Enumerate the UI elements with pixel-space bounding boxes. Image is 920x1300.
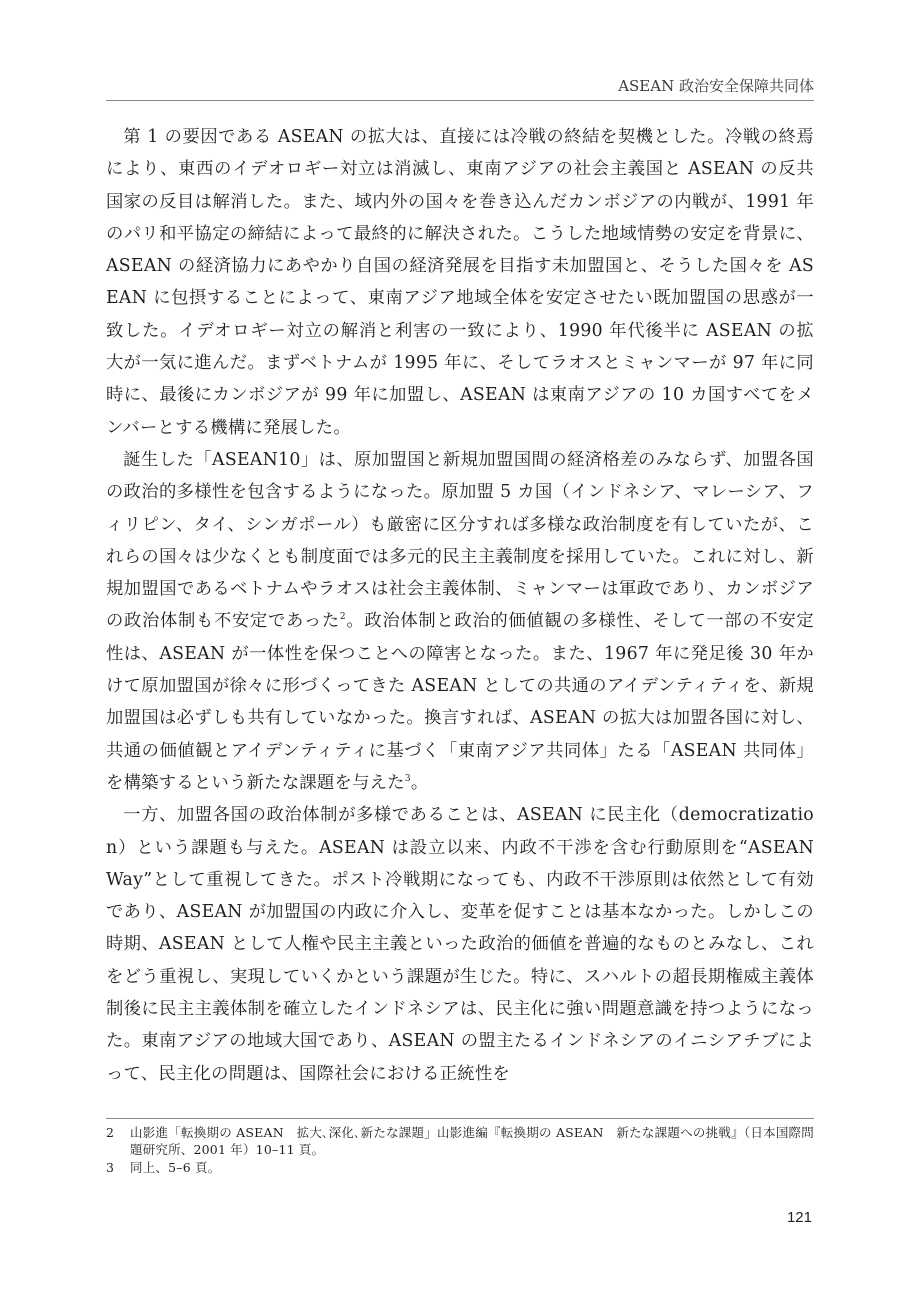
footnote-3: [106, 1159, 814, 1176]
footnote-text: 同上、5–6 頁。: [130, 1160, 221, 1175]
running-header: [106, 76, 814, 101]
paragraph-2: [106, 444, 814, 799]
footnote-number: 3: [106, 1160, 115, 1175]
footnotes: [106, 1124, 814, 1177]
running-header-title: ASEAN 政治安全保障共同体: [618, 77, 814, 95]
paragraph-3: 一方、加盟各国の政治体制が多様であることは、ASEAN に民主化（democratization）という課題も与えた。ASEAN は設立以来、内政不干渉を含む行動原則を“ASEAN Way”として重視してきた。ポスト冷戦期になっても、内政不干渉原則は依然として有効であり、ASEAN が加盟国の内政に介入し、変革を促すことは基本なかった。しかしこの時期、ASEAN として人権や民主主義といった政治的価値を普遍的なものとみなし、これをどう重視し、実現していくかという課題が生じた。特に、スハルトの超長期権威主義体制後に民主主義体制を確立したインドネシアは、民主化に強い問題意識を持つようになった。東南アジアの地域大国であり、ASEAN の盟主たるインドネシアのイニシアチブによって、民主化の問題は、国際社会における正統性を: [106, 805, 814, 1084]
footnote-2: [106, 1124, 814, 1158]
page-number: 121: [786, 1209, 812, 1226]
paragraph-2-part-3: 。: [410, 772, 429, 793]
footnote-ref-3[interactable]: 3: [404, 773, 411, 784]
footnote-ref-2[interactable]: 2: [339, 612, 346, 623]
footnote-rule: [106, 1118, 814, 1119]
paragraph-1: 第 1 の要因である ASEAN の拡大は、直接には冷戦の終結を契機とした。冷戦の終焉により、東西のイデオロギー対立は消滅し、東南アジアの社会主義国と ASEAN の反共国家の反目は解消した。また、域内外の国々を巻き込んだカンボジアの内戦が、1991 年のパリ和平協定の締結によって最終的に解決された。こうした地域情勢の安定を背景に、ASEAN の経済協力にあやかり自国の経済発展を目指す未加盟国と、そうした国々を ASEAN に包摂することによって、東南アジア地域全体を安定させたい既加盟国の思惑が一致した。イデオロギー対立の解消と利害の一致により、1990 年代後半に ASEAN の拡大が一気に進んだ。まずベトナムが 1995 年に、そしてラオスとミャンマーが 97 年に同時に、最後にカンボジアが 99 年に加盟し、ASEAN は東南アジアの 10 カ国すべてをメンバーとする機構に発展した。: [106, 127, 814, 438]
body-text: [106, 121, 814, 1090]
paragraph-2-part-1: 誕生した「ASEAN10」は、原加盟国と新規加盟国間の経済格差のみならず、加盟各国の政治的多様性を包含するようになった。原加盟 5 カ国（インドネシア、マレーシア、フィリピン、タイ、シンガポール）も厳密に区分すれば多様な政治制度を有していたが、これらの国々は少なくとも制度面では多元的民主主義制度を採用していた。これに対し、新規加盟国であるベトナムやラオスは社会主義体制、ミャンマーは軍政であり、カンボジアの政治体制も不安定であった: [106, 449, 814, 632]
paragraph-2-part-2: 。政治体制と政治的価値観の多様性、そして一部の不安定性は、ASEAN が一体性を保つことへの障害となった。また、1967 年に発足後 30 年かけて原加盟国が徐々に形づくってきた ASEAN としての共通のアイデンティティを、新規加盟国は必ずしも共有していなかった。換言すれば、ASEAN の拡大は加盟各国に対し、共通の価値観とアイデンティティに基づく「東南アジア共同体」たる「ASEAN 共同体」を構築するという新たな課題を与えた: [106, 611, 814, 793]
footnote-text: 山影進「転換期の ASEAN 拡大､深化､新たな課題」山影進編『転換期の ASEAN 新たな課題への挑戦』（日本国際問題研究所、2001 年）10–11 頁。: [130, 1125, 814, 1157]
footnote-number: 2: [106, 1125, 115, 1140]
